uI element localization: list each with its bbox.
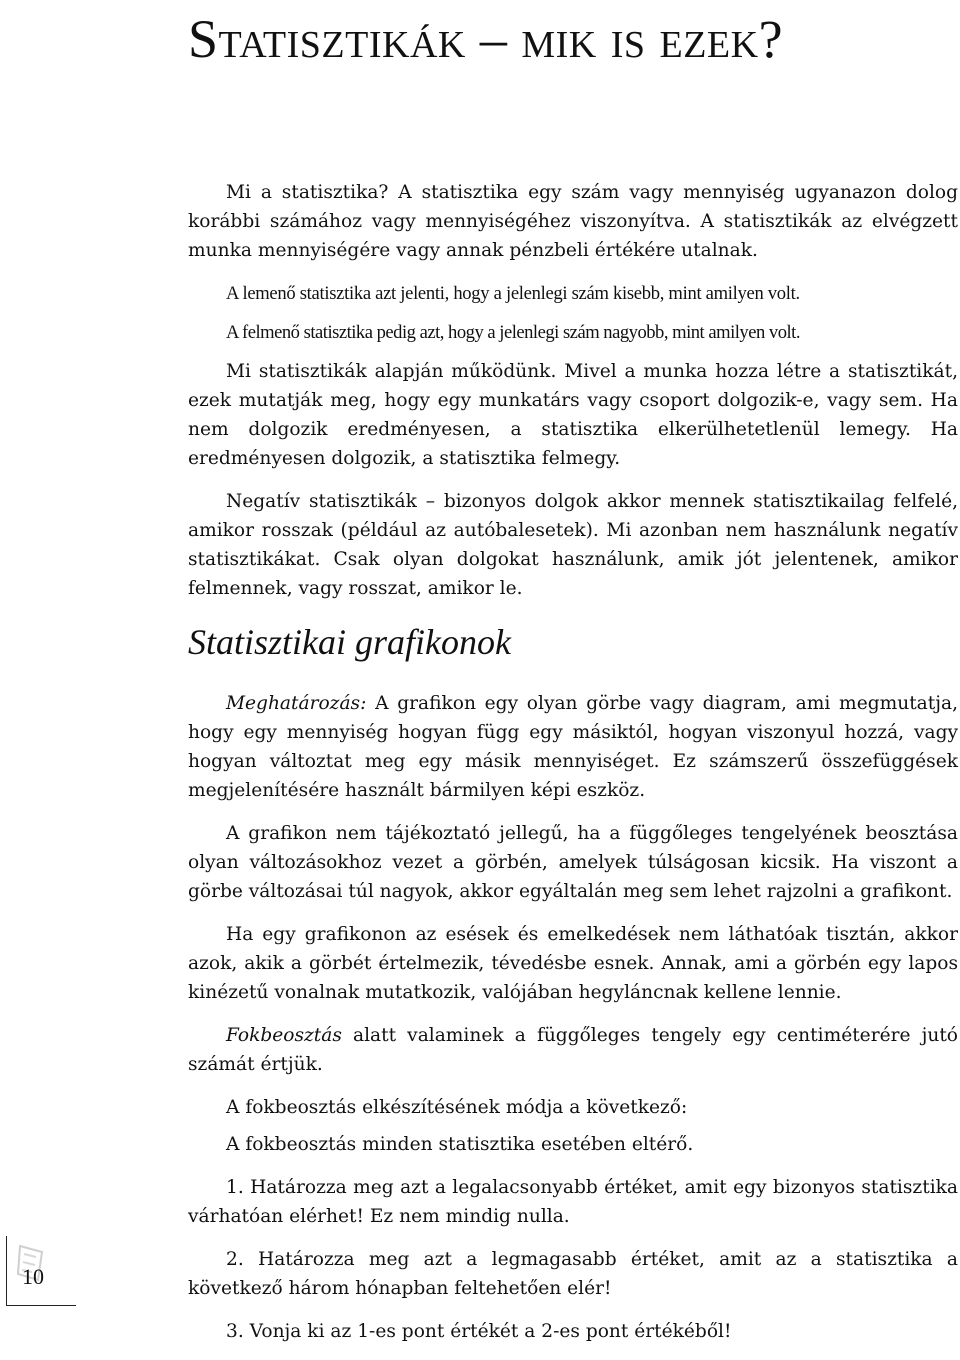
definition-label: Meghatározás: (226, 693, 367, 714)
section-paragraph-3: Ha egy grafikonon az esések és emelkedések nem láthatóak tisztán, akkor azok, akik a görbét értelmezik, tévedésbe esnek. Annak, ami a görbén egy lapos kinézetű vonalnak mutatkozik, valójában hegyláncnak kellene lennie. (188, 924, 958, 1003)
section-paragraph-5: A fokbeosztás elkészítésének módja a következő: (226, 1097, 688, 1118)
document-body (188, 178, 958, 1360)
scale-definition-text: alatt valaminek a függőleges tengely egy centiméterére jutó számát értjük. (188, 1025, 958, 1075)
scale-term: Fokbeosztás (226, 1025, 342, 1046)
section-paragraph-6: A fokbeosztás minden statisztika esetében eltérő. (226, 1134, 694, 1155)
intro-paragraph-4: Mi statisztikák alapján működünk. Mivel a munka hozza létre a statisztikát, ezek mutatják meg, hogy egy munkatárs vagy csoport dolgozik-e, vagy sem. Ha nem dolgozik eredményesen, a statisztika elkerülhetetlenül lemegy. Ha eredményesen dolgozik, a statisztika felmegy. (188, 361, 958, 469)
scale-definition-paragraph (188, 1021, 958, 1079)
step-3: 3. Vonja ki az 1-es pont értékét a 2-es pont értékéből! (226, 1321, 732, 1342)
section-paragraph-2: A grafikon nem tájékoztató jellegű, ha a függőleges tengelyének beosztása olyan változásokhoz vezet a görbén, amelyek túlságosan kicsik. Ha viszont a görbe változásai túl nagyok, akkor egyáltalán meg sem lehet rajzolni a grafikont. (188, 823, 958, 902)
intro-paragraph-3: A felmenő statisztika pedig azt, hogy a jelenlegi szám nagyobb, mint amilyen volt. (226, 322, 800, 343)
footer-vertical-rule (6, 1236, 7, 1306)
page-title: Statisztikák – mik is ezek? (188, 9, 784, 69)
footer-horizontal-rule (6, 1305, 76, 1306)
step-1: 1. Határozza meg azt a legalacsonyabb értéket, amit egy bizonyos statisztika várhatóan elérhet! Ez nem mindig nulla. (188, 1177, 958, 1227)
definition-paragraph (188, 689, 958, 805)
page-number: 10 (22, 1264, 44, 1289)
intro-paragraph-5: Negatív statisztikák – bizonyos dolgok akkor mennek statisztikailag felfelé, amikor rosszak (például az autóbalesetek). Mi azonban nem használunk negatív statisztikákat. Csak olyan dolgokat használunk, amik jót jelentenek, amikor felmennek, vagy rosszat, amikor le. (188, 491, 958, 599)
page-footer (0, 1232, 80, 1308)
step-2: 2. Határozza meg azt a legmagasabb értéket, amit az a statisztika a következő három hónapban feltehetően elér! (188, 1249, 958, 1299)
section-heading: Statisztikai grafikonok (188, 622, 511, 662)
intro-paragraph-1: Mi a statisztika? A statisztika egy szám vagy mennyiség ugyanazon dolog korábbi számához vagy mennyiségéhez viszonyítva. A statisztikák az elvégzett munka mennyiségére vagy annak pénzbeli értékére utalnak. (188, 182, 958, 261)
intro-paragraph-2: A lemenő statisztika azt jelenti, hogy a jelenlegi szám kisebb, mint amilyen volt. (226, 283, 800, 304)
definition-text: A grafikon egy olyan görbe vagy diagram, ami megmutatja, hogy egy mennyiség hogyan függ egy másiktól, hogyan viszonyul hozzá, vagy hogyan változtat meg egy másik mennyiséget. Ez számszerű összefüggések megjelenítésére használt bármilyen képi eszköz. (188, 693, 958, 801)
